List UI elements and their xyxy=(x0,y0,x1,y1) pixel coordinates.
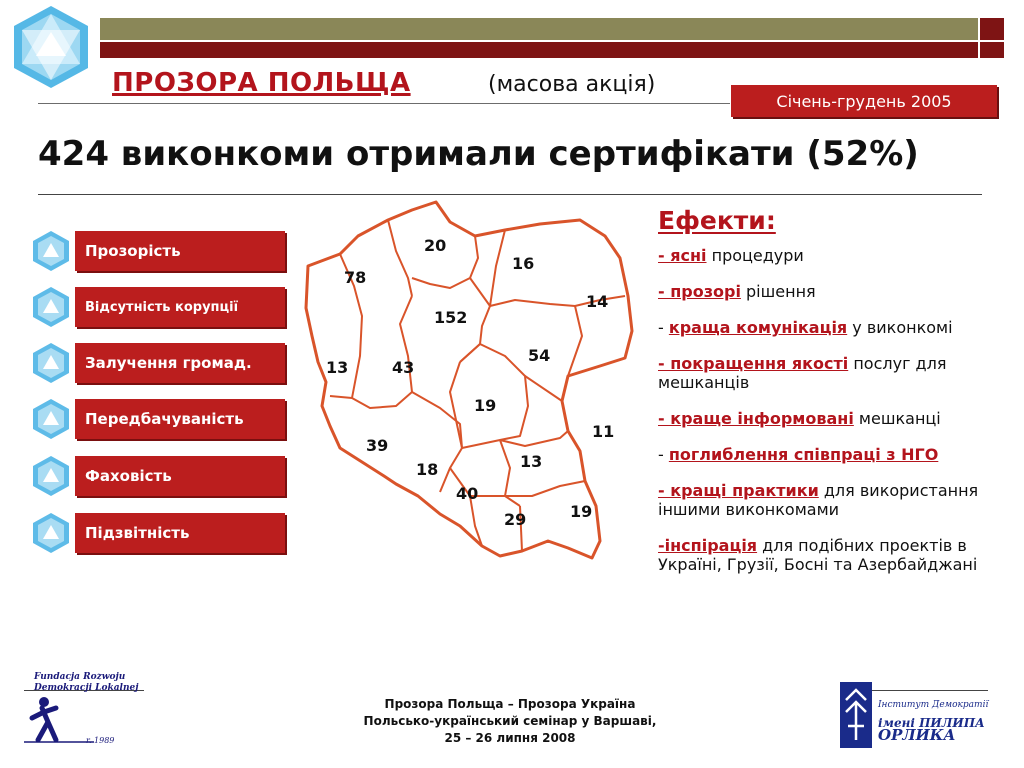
hexagon-bullet-icon xyxy=(30,512,72,554)
effect-prefix: - xyxy=(658,318,669,337)
poland-map-outline xyxy=(300,196,650,576)
institute-logo-line-1: Інститут Демократії xyxy=(878,700,989,710)
map-region-value: 152 xyxy=(434,308,468,327)
pill-4: Передбачуваність xyxy=(75,399,285,439)
page-title: ПРОЗОРА ПОЛЬЩА xyxy=(112,68,411,98)
effect-text: процедури xyxy=(706,246,804,265)
pill-1: Прозорість xyxy=(75,231,285,271)
effect-highlight: - кращі практики xyxy=(658,481,819,500)
header-bar-olive xyxy=(100,18,978,40)
headline-rule xyxy=(38,194,982,195)
footer-text xyxy=(280,696,740,747)
map-region-value: 14 xyxy=(586,292,609,311)
effects-title: Ефекти: xyxy=(658,206,776,235)
hexagon-bullet-icon xyxy=(30,398,72,440)
map-region-value: 16 xyxy=(512,254,535,273)
effect-text: для подібних проектів в Україні, Грузії, Босні та Азербайджані xyxy=(658,536,978,574)
effect-text: рішення xyxy=(740,282,816,301)
poland-map xyxy=(300,196,650,576)
pill-5: Фаховість xyxy=(75,456,285,496)
institute-logo-line-2: імені ПИЛИПА xyxy=(878,716,985,730)
map-region-value: 78 xyxy=(344,268,367,287)
date-range-badge: Січень-грудень 2005 xyxy=(731,85,997,117)
map-region-value: 43 xyxy=(392,358,415,377)
map-region-value: 19 xyxy=(570,502,593,521)
effect-text: у виконкомі xyxy=(847,318,953,337)
effect-text: мешканці xyxy=(853,409,941,428)
effect-highlight: краща комунікація xyxy=(668,318,848,337)
effect-text: послуг для мешканців xyxy=(658,354,947,392)
effect-item xyxy=(658,318,1018,337)
effect-item xyxy=(658,354,1018,392)
effect-highlight: - ясні xyxy=(658,246,707,265)
footer-line-3: 25 – 26 липня 2008 xyxy=(444,731,576,745)
effect-item xyxy=(658,481,1018,519)
institute-logo-line-3: ОРЛИКА xyxy=(878,726,956,744)
footer-rule-right xyxy=(868,690,988,691)
title-rule xyxy=(38,103,730,104)
effect-prefix: - xyxy=(658,445,669,464)
hexagon-bullet-icon xyxy=(30,230,72,272)
page-subtitle: (масова акція) xyxy=(488,72,656,97)
footer-line-2: Польсько-український семінар у Варшаві, xyxy=(363,714,657,728)
header-square-top xyxy=(980,18,1004,40)
fundation-logo-year: r. 1989 xyxy=(86,736,115,745)
map-region-value: 40 xyxy=(456,484,479,503)
pill-3: Залучення громад. xyxy=(75,343,285,383)
map-region-value: 13 xyxy=(520,452,543,471)
fundation-logo-line-2: Demokracji Lokalnej xyxy=(34,683,139,693)
effects-list xyxy=(658,246,1018,591)
hexagon-logo-icon xyxy=(8,4,94,90)
map-region-value: 18 xyxy=(416,460,439,479)
effect-item xyxy=(658,445,1018,464)
effect-highlight: поглиблення співпраці з НГО xyxy=(668,445,939,464)
institute-logo-icon xyxy=(840,682,872,748)
effect-item xyxy=(658,282,1018,301)
map-region-value: 54 xyxy=(528,346,551,365)
effect-highlight: -інспірація xyxy=(658,536,758,555)
effect-item xyxy=(658,246,1018,265)
effect-text: для використання іншими виконкомами xyxy=(658,481,979,519)
running-figure-logo-icon xyxy=(24,694,94,744)
header-square-bottom xyxy=(980,42,1004,58)
hexagon-bullet-icon xyxy=(30,342,72,384)
effect-highlight: - прозорі xyxy=(658,282,741,301)
footer-line-1: Прозора Польща – Прозора Україна xyxy=(384,697,636,711)
map-region-value: 29 xyxy=(504,510,527,529)
map-region-value: 20 xyxy=(424,236,447,255)
map-region-value: 39 xyxy=(366,436,389,455)
hexagon-bullet-icon xyxy=(30,455,72,497)
effect-highlight: - краще інформовані xyxy=(658,409,854,428)
headline: 424 виконкоми отримали сертифікати (52%) xyxy=(38,134,919,174)
pill-6: Підзвітність xyxy=(75,513,285,553)
header-bar-red xyxy=(100,42,978,58)
hexagon-bullet-icon xyxy=(30,286,72,328)
effect-item xyxy=(658,536,1018,574)
effect-item xyxy=(658,409,1018,428)
map-region-value: 11 xyxy=(592,422,615,441)
fundation-logo-line-1: Fundacja Rozwoju xyxy=(34,672,126,682)
pill-2: Відсутність корупції xyxy=(75,287,285,327)
map-region-value: 19 xyxy=(474,396,497,415)
effect-highlight: - покращення якості xyxy=(658,354,849,373)
map-region-value: 13 xyxy=(326,358,349,377)
